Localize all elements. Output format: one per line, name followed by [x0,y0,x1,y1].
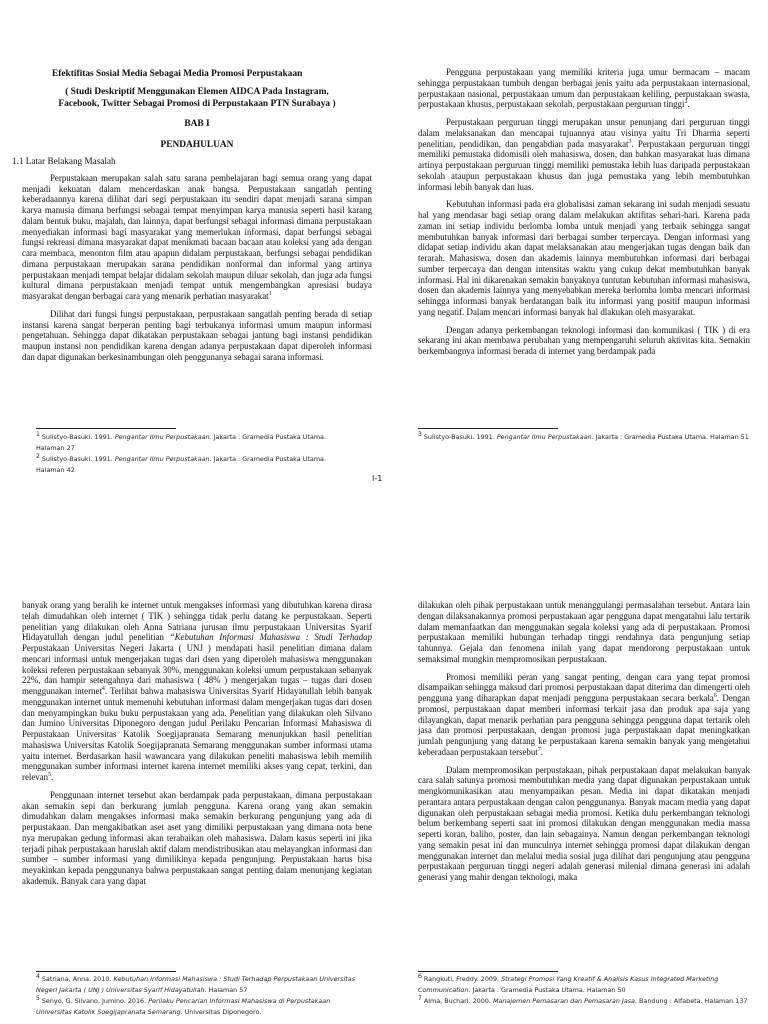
footnote: $^5$ Senyo, G. Silvano, Jumino. 2016. Perilaku Pencarian Informasi Mahasiswa di Perpustakaan Universitas Katolik Soegijapranata Semarang. Universitas Diponegoro. [36,994,331,1016]
paragraph: Promosi memiliki peran yang sangat penting, dengan cara yang tepat promosi disampaikan sehingga maksud dari promosi perpustakaan dapat diterima dan dimengerti oleh pengguna yang diharapkan dapat menjadi pengguna perpustakaan secara berkala$^6$. Dengan promosi, perpustakaan dapat memberi informasi terkait jasa dan produk apa saja yang dilayangkan, dapat menarik perhatian para pengguna sehingga pengguna dapat tertarik oleh jasa dan promosi perpustakaan, dengan promosi juga perpustakaan dapat meningkatkan jumlah pengunjung yang datang ke perpustakaan karena semakin banyak yang mengetahui keberadaan perpustakaan tersebut$^7$. [418,671,750,757]
footnote: $^7$ Alma, Buchari. 2000. Manajemen Pemasaran dan Pemasaran Jasa. Bandung : Alfabeta. Halaman 137 [418,994,748,1005]
footnote: $^3$ Sulistyo-Basuki. 1991. Pengantar Ilmu Perpustakaan. Jakarta : Gramedia Pustaka Utama. Halaman 51 [418,430,749,441]
page-1 [0,0,768,500]
page-2-left-column [22,600,372,887]
footnote: $^2$ Sulistyo-Basuki. 1991. Pengantar Ilmu Perpustakaan. Jakarta : Gramedia Pustaka Utama. Halaman 42 [36,452,326,474]
paragraph: Dalam mempromosikan perpustakaan, pihak perpustakaan dapat melakukan banyak cara salah satunya promosi membutuhkan media yang dapat digunakan perpustakaan untuk mengkomunikasikan atau menyampaikan pesan. Media ini dapat dikatakan menjadi perantara antara perpustakaan dengan calon penggunanya. Banyak macam media yang dapat digunakan oleh perpustakaan sebagai media promosi. Ketika dulu perkembangan teknologi belum berkembang seperti saat ini promosi dilakukan dengan menggunakan media massa seperti koran, baliho, poster, dan lain sebagainya. Namun dengan perkembangan teknologi yang semakin pesat ini dan munculnya internet sehingga promosi dapat dilakukan dengan menggunakan internet dan melalui media sosial juga dilihat dari pengunjung atau pengguna perpustakaan perguruan tinggi negeri adalah generasi milenial dimana generasi ini adalah generasi yang mahir dengan teknologi, maka [418,764,750,882]
page-1-left-footnotes [36,432,356,476]
chapter-number: BAB I [184,119,210,129]
chapter-title: PENDAHULUAN [160,140,234,150]
paragraph: Kebutuhan informasi pada era globalisasi zaman sekarang ini sudah menjadi sesuatu hal yang mendasar bagi setiap orang dalam melakukan aktifitas sehari-hari. Karena pada zaman ini setiap individu berlomba lomba untuk menjadi yang terbaik sehingga sangat membutuhkan banyak informasi dari berbagai sumber terpercaya. Dengan informasi yang didapat setiap individu akan dapat melaksanakan atau mengerjakan tugas dengan baik dan terarah. Mahasiswa, dosen dan akademis lainnya membutuhkan informasi dari berbagai sumber terpercaya dan dengan intensitas waktu yang cukup dekat membutuhkan banyak informasi. Hal ini dikarenakan semakin banyaknya tuntutan kebutuhan informasi mahasiswa, dosen dan akademis lainnya yang menyebabkan mereka berlomba lomba mencari informasi sehingga informasi banyak berdatangan baik itu informasi yang positif maupun informasi yang negatif. Dalam mencari informasi banyak hal dlakukan oleh masyarakat. [418,199,750,317]
footnote-divider [418,428,558,429]
paragraph: Perpustakaan perguruan tinggi merupakan unsur penunjang dari perguruan tinggi dalam melaksanakan dan mencapai tujuannya atau visinya yaitu Tri Dharma seperti penelitian, pendidikan, dan pengabdian pada masyarakat$^3$. Perpustakaan perguruan tinggi memiliki pemustaka didomisili oleh mahasiswa, dosen, dan bahkan masyarakat luas dimana artinya perpustakaan perguruan tinggi memiliki pemustaka lebih luas daripada perpustakaan sekolah ataupun perpustakaan khusus dan juga pemustaka yang lebih membutuhkan informasi lebih banyak dan luas. [418,117,750,192]
page-1-left-column [12,68,372,363]
paragraph: dilakukan oleh pihak perpustakaan untuk menanggulangi permasalahan tersebut. Antara lain dengan dilaksanakannya promosi perpustakaan agar pengguna dapat mengatahui lalu tertarik dalam memanfaatkan dan menggunakan segala koleksi yang ada di perpustakaan. Promosi perpustakaan memiliki hubungan terhadap tinggi rendahnya data pengunjung setiap tahunnya. Gejala dan fenomena inilah yang dapat mendorong perpustakaan untuk semaksimal mungkin mempromosikan perpustakaan. [418,600,750,664]
page-2-left-footnotes [36,974,366,1018]
footnote: $^4$ Satriana, Anna. 2010. Kebutuhan Informasi Mahasiswa : Studi Terhadap Perpustakaan Universitas Negeri Jakarta ( UNJ ) Universitas Syarif Hidayatullah. Halaman 57 [36,972,356,994]
page-2-right-footnotes [418,974,750,1007]
footnote: $^1$ Sulistyo-Basuki. 1991. Pengantar Ilmu Perpustakaan. Jakarta : Gramedia Pustaka Utama. Halaman 27 [36,430,326,452]
page-1-right-footnotes [418,432,750,443]
document-subtitle-line-1: ( Studi Deskriptif Menggunakan Elemen AIDCA Pada Instagram, [65,87,329,97]
page-separator [0,500,768,524]
footnote-divider [36,428,176,429]
footnote-ref: 1 [268,291,272,298]
footnote: $^6$ Rangkuti, Freddy. 2009. Strategi Promosi Yang Kreatif & Analisis Kasus Integrated Marketing Communication. Jakarta : Gramedia Pustaka Utama. Halaman 50 [418,972,719,994]
page-number: I-1 [372,474,383,483]
paragraph: Dilihat dari fungsi fungsi perpustakaan, perpustakaan sangatlah penting berada di setiap instansi karena sangat berperan penting bagi terbukanya informasi umum maupun informasi pengetahuan. Sehingga dapat dikatakan perpustakaan sebagai jantung bagi instansi pendidikan maupun instansi non pendidikan karena dengan adanya perpustakaan dapat diperoleh informasi dan dapat digunakan berkesinambungan oleh penggunanya sebagai sarana informasi. [22,308,372,362]
paragraph: Dengan adanya perkembangan teknologi informasi dan komunikasi ( TIK ) di era sekarang ini akan membawa perubahan yang mempengaruhi seluruh aktivitas kita. Semakin berkembangnya informasi berada di internet yang berdampak pada [418,324,750,356]
footnote-divider [36,971,176,972]
footnote-divider [418,971,558,972]
page-2-right-column [418,600,750,883]
document-title: Efektifitas Sosial Media Sebagai Media Promosi Perpustakaan [52,69,303,79]
paragraph [22,173,372,302]
section-heading: 1.1 Latar Belakang Masalah [12,156,116,166]
page-1-right-column [418,67,750,357]
paragraph-text: Perpustakaan merupakan salah satu sarana pembelajaran bagi semua orang yang dapat menjadi kekuatan dalam mencerdaskan anak bangsa. Perpustakaan sangatlah penting keberadaannya karena dilihat dari segi perpustakaan itu sendiri dapat menjadi sarana simpan karya manusia dimana berfungsi sebagai tempat menyimpan karya manusia seperti hasil karang dalam bentuk buku, majalah, dan lainnya, dapat berfungsi sebagai informasi dimana perpustakaan menyediakan informasi bagi masyarakat yang memerlukan informasi, dapat berfungsi sebagai fungsi rekreasi dimana masyarakat dapat menikmati bacaan bacaan atau koleksi yang ada dengan cara membaca, menonton film atau apapun didalam perpustakaan, berfungsi sebagai pendidikan dimana perpustakaan merupakan sarana pendidikan nonformal dan informal yang artinya perpustakaan menjadi tempat belajar didalam sekolah maupun diluar sekolah, dan juga ada fungsi kultural dimana perpustakaan menjadi tempat untuk mengembangkan apresiasi budaya masyarakat dengan berbagai cara yang menarik perhatian masyarakat [22,172,372,301]
page-2 [0,524,768,1024]
document-subtitle-line-2: Facebook, Twitter Sebagai Promosi di Perpustakaan PTN Surabaya ) [58,99,336,109]
paragraph: banyak orang yang beralih ke internet untuk mengakses informasi yang dibutuhkan karena dirasa telah dimudahkan oleh internet ( TIK ) sehingga tidak perlu datang ke perpustakaan. Seperti penelitian yang dilakukan oleh Anna Satriana jurusan ilmu perpustakaan Universitas Syarif Hidayatullah dengan judul penelitian “Kebutuhan Informasi Mahasiswa : Studi Terhadap Perpustakaan Universitas Negeri Jakarta ( UNJ ) mendapati hasil penelitian dimana dalam mencari informasi untuk mengerjakan tugas dari dsen yang diperoleh mahasiswa menggunakan koleksi referen perpustakaan sebanyak 30%, menggunakan koleksi umum perpustakaan sebanyak 22%, dan hampir setengahnya dari mahasiswa ( 48% ) mengerjakan tugas – tugas dari dosen menggunakan internet$^4$. Terlihat bahwa mahasiswa Universitas Syarif Hidayatullah lebih banyak menggunakan internet untuk memenuhi kebutuhan informasi dalam mengerjakan tugas dari dosen dan menyampingkan buku buku perpustakaan yang ada. Penelitian yang dilakukan oleh Silvano dan Jumino Universitas Diponegoro dengan judul Perilaku Pencarian Informasi Mahasiswa di Perpustakaan Universitas Katolik Soegijapranata Semarang menunjukkan hasil penelitian mahasiswa Universitas Katolik Soegijapranata Semarang menggunakan sumber informasi utama yaitu internet. Berdasarkan hasil wawancara yang dilakukan peneliti mahasiswa lebih memilih menggunakan sumber informasi internet karena internet memiliki akses yang cepat, terkini, dan relevan$^5$. [22,600,373,782]
paragraph: Pengguna perpustakaan yang memiliki kriteria juga umur bermacam – macam sehingga perpustakaan tumbuh dengan berbagai jenis yaitu ada perpustakaan internasional, perpustakaan nasional, perpustakaan umum dan perpustakaan keliling, perpustakaan swasta, perpustakaan khusus, perpustakaan sekolah, perpustakaan perguruan tinggi$^2$. [418,67,750,110]
paragraph: Penggunaan internet tersebut akan berdampak pada perpustakaan, dimana perpustakaan akan semakin sepi dan berkurang jumlah pengguna. Karena orang yang akan semakin dimudahkan dalam mengakses informasi maka semakin berkurang pengunjung yang ada di perpustakaan. Dan mengakibatkan aset aset yang dimiliki perpustakaan yang dimana nota bene nya merupakan gedung informasi akan terabaikan oleh mahasiswa. Dalam kasus seperti ini jika terjadi pihak perpustakaan haruslah aktif dalam mendistribusikan atau melayangkan informasi dan sumber – sumber informasi yang dimilikinya kepada pengunjung. Perpustakaan harus bisa meyakinkan kepada penggunanya bahwa perpustakaan sangat penting dalam menunjang kegiatan akademik. Banyak cara yang dapat [22,789,372,886]
